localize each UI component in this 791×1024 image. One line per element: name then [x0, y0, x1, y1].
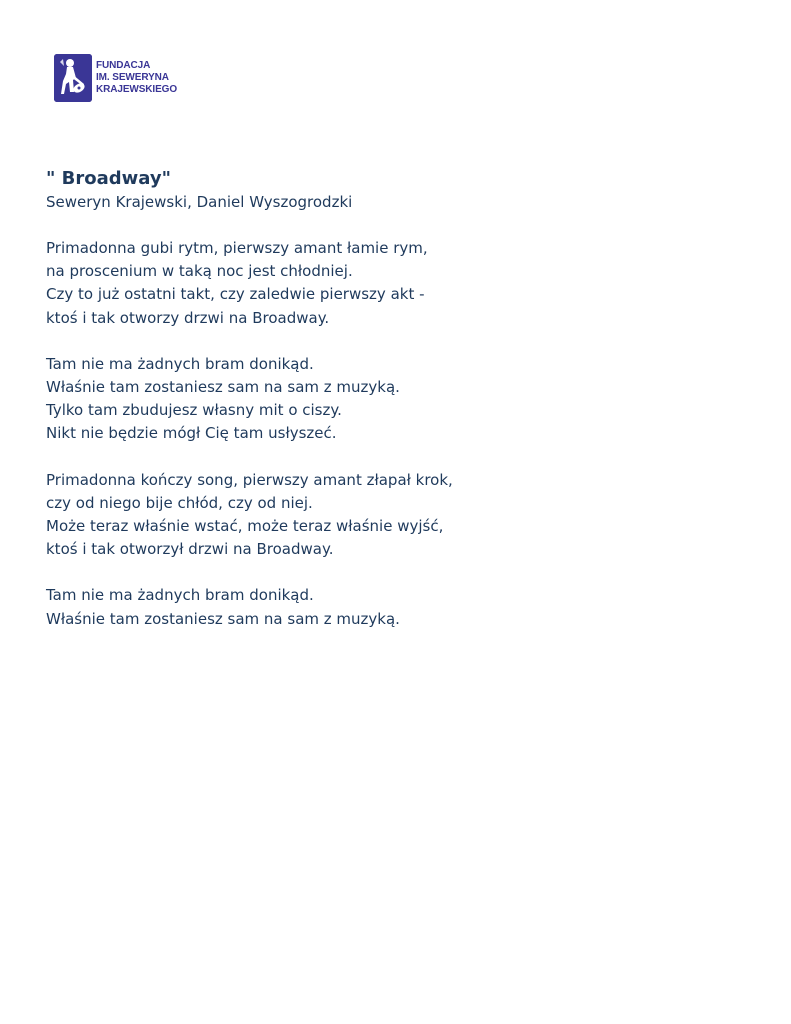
lyric-line: Właśnie tam zostaniesz sam na sam z muzyką.: [46, 609, 400, 628]
logo-line: FUNDACJA: [96, 60, 151, 71]
lyric-line: Właśnie tam zostaniesz sam na sam z muzyką.: [46, 378, 400, 397]
lyric-line: Czy to już ostatni takt, czy zaledwie pierwszy akt -: [46, 285, 425, 304]
lyric-line: Tam nie ma żadnych bram donikąd.: [46, 586, 314, 605]
lyric-line: Tam nie ma żadnych bram donikąd.: [46, 354, 314, 373]
lyric-line: Może teraz właśnie wstać, może teraz właśnie wyjść,: [46, 517, 444, 536]
lyric-line: czy od niego bije chłód, czy od niej.: [46, 493, 313, 512]
lyric-line: ktoś i tak otworzy drzwi na Broadway.: [46, 308, 330, 327]
lyric-line: Primadonna gubi rytm, pierwszy amant łamie rym,: [46, 239, 428, 257]
logo-line: IM. SEWERYNA: [96, 72, 169, 83]
lyric-line: Nikt nie będzie mógł Cię tam usłyszeć.: [46, 424, 337, 443]
lyric-line: Tylko tam zbudujesz własny mit o ciszy.: [46, 401, 342, 420]
stanza-2: [46, 353, 746, 446]
song-authors: Seweryn Krajewski, Daniel Wyszogrodzki: [46, 193, 353, 211]
lyrics-document: [46, 167, 746, 654]
lyric-line: Primadonna kończy song, pierwszy amant złapał krok,: [46, 470, 453, 489]
foundation-logo: [54, 54, 177, 102]
musician-silhouette-icon: [54, 54, 92, 102]
stanza-3: [46, 469, 746, 562]
logo-wordmark: [96, 60, 177, 96]
song-title: " Broadway": [46, 168, 171, 189]
stanza-4: [46, 584, 746, 630]
logo-line: KRAJEWSKIEGO: [96, 84, 178, 95]
stanza-1: [46, 237, 746, 330]
lyric-line: na proscenium w taką noc jest chłodniej.: [46, 262, 353, 281]
lyric-line: ktoś i tak otworzył drzwi na Broadway.: [46, 540, 334, 559]
